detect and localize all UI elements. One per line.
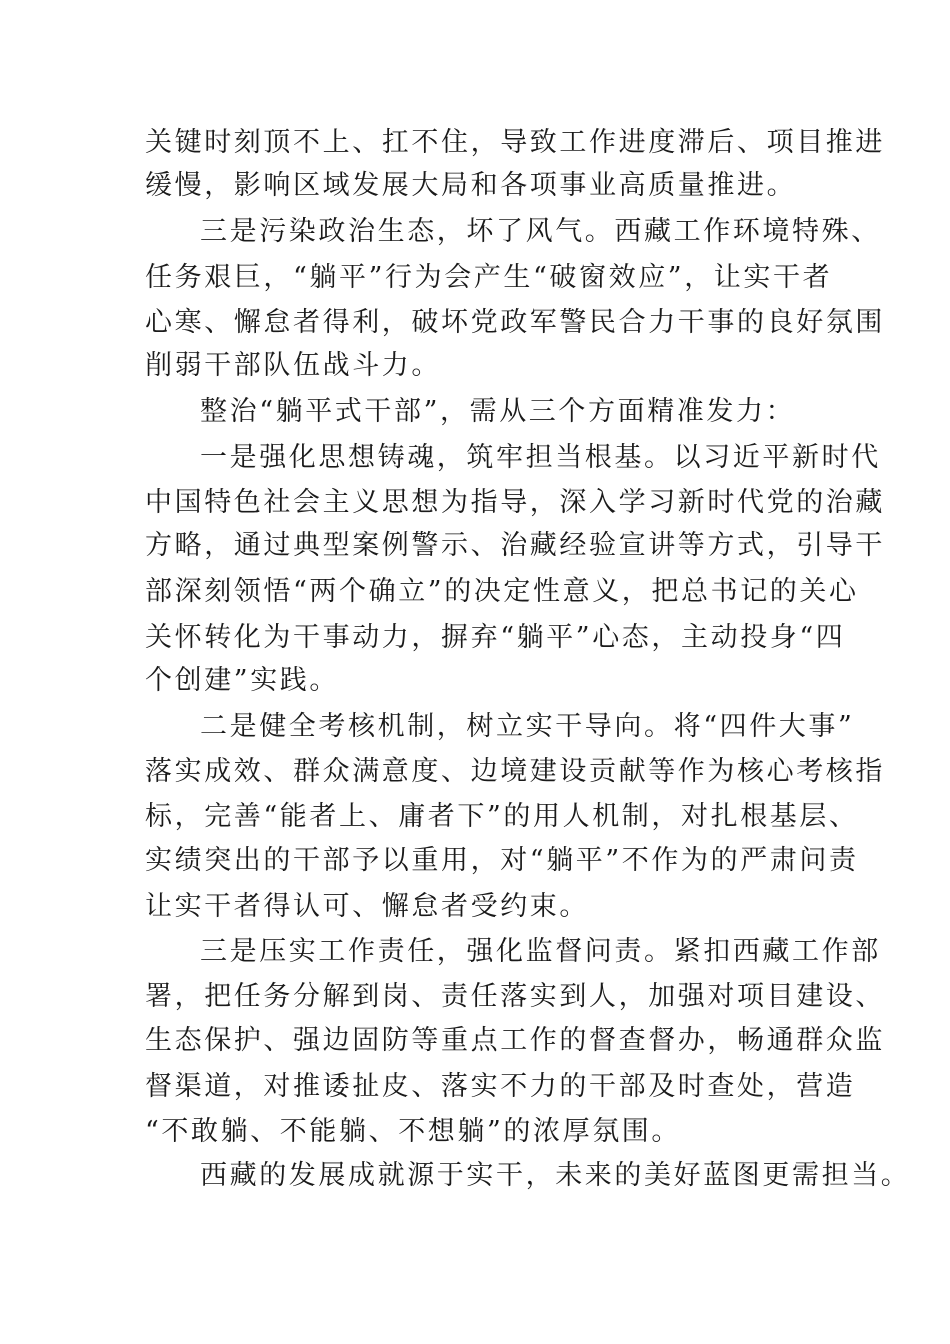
paragraph-start-line: 一是强化思想铸魂，筑牢担当根基。以习近平新时代 (200, 442, 881, 473)
text-line: 个创建”实践。 (145, 665, 340, 696)
text-line: 督渠道，对推诿扯皮、落实不力的干部及时查处，营造 (145, 1071, 856, 1102)
text-line: 落实成效、群众满意度、边境建设贡献等作为核心考核指 (145, 756, 885, 787)
text-line: 让实干者得认可、懈怠者受约束。 (145, 891, 589, 922)
text-line: 标，完善“能者上、庸者下”的用人机制，对扎根基层、 (145, 801, 859, 832)
paragraph-start-line: 整治“躺平式干部”，需从三个方面精准发力： (200, 396, 796, 427)
paragraph-start-line: 三是压实工作责任，强化监督问责。紧扣西藏工作部 (200, 936, 881, 967)
text-line: 署，把任务分解到岗、责任落实到人，加强对项目建设、 (145, 981, 885, 1012)
text-line: 关键时刻顶不上、扛不住，导致工作进度滞后、项目推进 (145, 127, 885, 158)
text-line: 实绩突出的干部予以重用，对“躺平”不作为的严肃问责 (145, 845, 859, 876)
paragraph-start-line: 西藏的发展成就源于实干，未来的美好蓝图更需担当。 (200, 1160, 911, 1191)
paragraph-start-line: 二是健全考核机制，树立实干导向。将“四件大事” (200, 711, 855, 742)
text-line: 削弱干部队伍战斗力。 (145, 350, 441, 381)
text-line: 生态保护、强边固防等重点工作的督查督办，畅通群众监 (145, 1025, 885, 1056)
text-line: 任务艰巨，“躺平”行为会产生“破窗效应”，让实干者 (145, 262, 833, 293)
text-line: 中国特色社会主义思想为指导，深入学习新时代党的治藏 (145, 487, 885, 518)
paragraph-start-line: 三是污染政治生态，坏了风气。西藏工作环境特殊、 (200, 216, 881, 247)
text-line: 心寒、懈怠者得利，破坏党政军警民合力干事的良好氛围 (145, 307, 885, 338)
text-line: 关怀转化为干事动力，摒弃“躺平”心态，主动投身“四 (145, 622, 846, 653)
text-line: “不敢躺、不能躺、不想躺”的浓厚氛围。 (145, 1116, 682, 1147)
text-line: 缓慢，影响区域发展大局和各项事业高质量推进。 (145, 170, 797, 201)
text-line: 方略，通过典型案例警示、治藏经验宣讲等方式，引导干 (145, 530, 885, 561)
text-line: 部深刻领悟“两个确立”的决定性意义，把总书记的关心 (145, 576, 859, 607)
